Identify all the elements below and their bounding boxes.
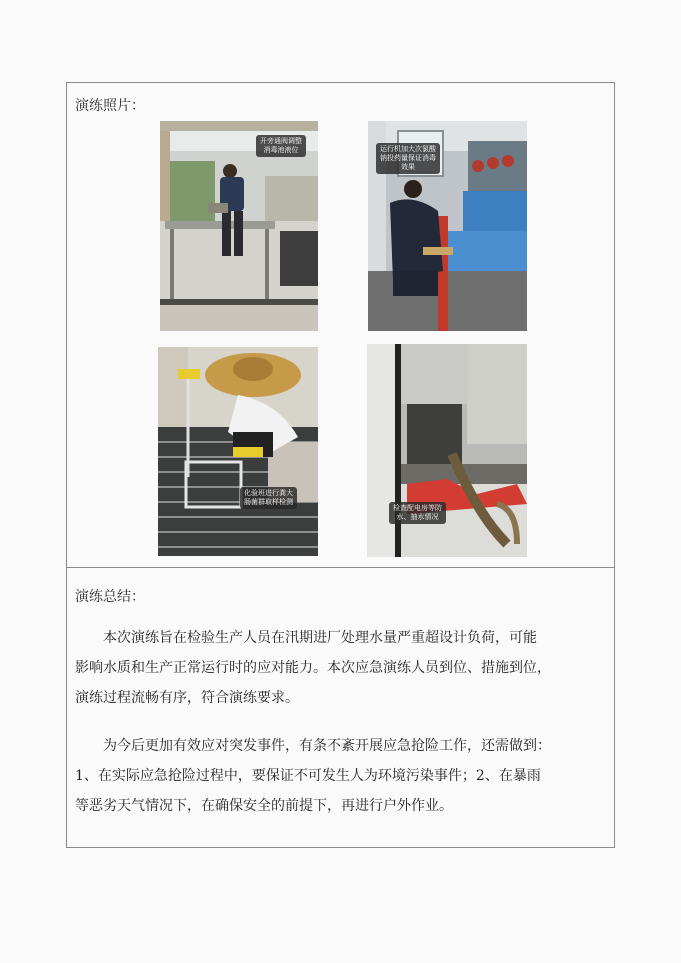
photo-caption: 化验班进行粪大 肠菌群取样检测 (240, 487, 297, 509)
photo-dosing-pumps (368, 121, 527, 331)
photo-electrical-room (367, 344, 527, 557)
summary-paragraph-2-line-2: 1、在实际应急抢险过程中，要保证不可发生人为环境污染事件；2、在暴雨 (75, 768, 541, 784)
summary-paragraph-2-line-1: 为今后更加有效应对突发事件，有条不紊开展应急抢险工作，还需做到： (103, 738, 551, 754)
section-divider (67, 567, 614, 568)
photo-caption: 运行机加大次氯酸 钠投药量保证消毒 效果 (376, 143, 440, 174)
photo-valve-adjustment (160, 121, 318, 331)
photo-caption: 检查配电房等防 水、抽水情况 (389, 502, 446, 524)
summary-paragraph-1-line-2: 影响水质和生产正常运行时的应对能力。本次应急演练人员到位、措施到位， (75, 660, 551, 676)
summary-paragraph-1-line-3: 演练过程流畅有序，符合演练要求。 (75, 690, 299, 706)
drill-record-table (66, 82, 615, 848)
photo-sampling (158, 347, 318, 556)
summary-paragraph-2-line-3: 等恶劣天气情况下，在确保安全的前提下，再进行户外作业。 (75, 798, 453, 814)
photo-caption: 开旁通阀调整 消毒池液位 (256, 135, 306, 157)
summary-paragraph-1-line-1: 本次演练旨在检验生产人员在汛期进厂处理水量严重超设计负荷，可能 (103, 630, 537, 646)
photos-section-label: 演练照片： (75, 98, 145, 114)
summary-section-label: 演练总结： (75, 589, 145, 605)
